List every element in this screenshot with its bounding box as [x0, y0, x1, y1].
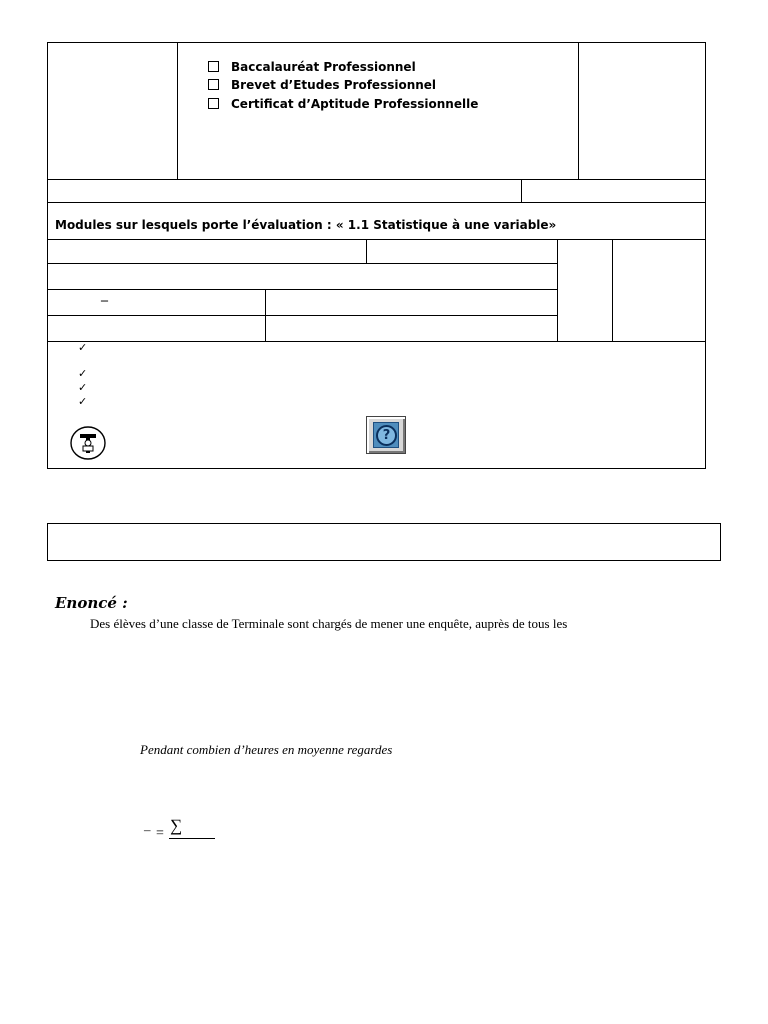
diploma-option-cap[interactable] — [208, 97, 478, 113]
enonce-text: Des élèves d’une classe de Terminale sont chargés de mener une enquête, auprès de tous les — [90, 616, 568, 631]
checkbox-icon[interactable] — [208, 61, 219, 72]
diploma-label: Brevet d’Etudes Professionnel — [231, 78, 437, 92]
divider — [366, 239, 367, 264]
formula-sigma: ∑ — [170, 816, 183, 835]
divider — [47, 263, 557, 264]
divider — [612, 239, 613, 342]
diploma-option-bac-pro[interactable] — [208, 60, 416, 76]
divider — [521, 179, 522, 203]
dash-mark: – — [101, 293, 108, 308]
title-box — [47, 523, 721, 561]
checkmark-icon: ✓ — [78, 342, 88, 354]
formula-equals: = — [156, 826, 164, 841]
checkbox-icon[interactable] — [208, 79, 219, 90]
diploma-label: Baccalauréat Professionnel — [231, 60, 416, 74]
help-icon — [373, 422, 399, 448]
checkmark-icon: ✓ — [78, 382, 88, 394]
formula-lhs: – — [144, 822, 151, 837]
divider — [557, 239, 558, 342]
fraction-bar — [169, 838, 215, 839]
question-mark: ? — [376, 425, 397, 446]
enonce-heading: Enoncé : — [55, 594, 128, 612]
divider — [47, 341, 706, 342]
checkmark-icon: ✓ — [78, 396, 88, 408]
divider — [47, 289, 557, 290]
question-text: Pendant combien d’heures en moyenne regardes — [140, 742, 393, 757]
divider — [47, 239, 706, 240]
divider — [47, 179, 706, 180]
help-button[interactable] — [366, 416, 406, 454]
formula — [144, 818, 224, 848]
checkbox-icon[interactable] — [208, 98, 219, 109]
divider — [47, 202, 706, 203]
modules-line: Modules sur lesquels porte l’évaluation : « 1.1 Statistique à une variable» — [55, 218, 557, 232]
divider — [177, 42, 178, 180]
diploma-option-bep[interactable] — [208, 78, 436, 94]
divider — [47, 315, 557, 316]
divider — [578, 42, 579, 180]
handicap-pictogram-icon — [69, 425, 107, 461]
diploma-label: Certificat d’Aptitude Professionnelle — [231, 97, 479, 111]
checkmark-icon: ✓ — [78, 368, 88, 380]
